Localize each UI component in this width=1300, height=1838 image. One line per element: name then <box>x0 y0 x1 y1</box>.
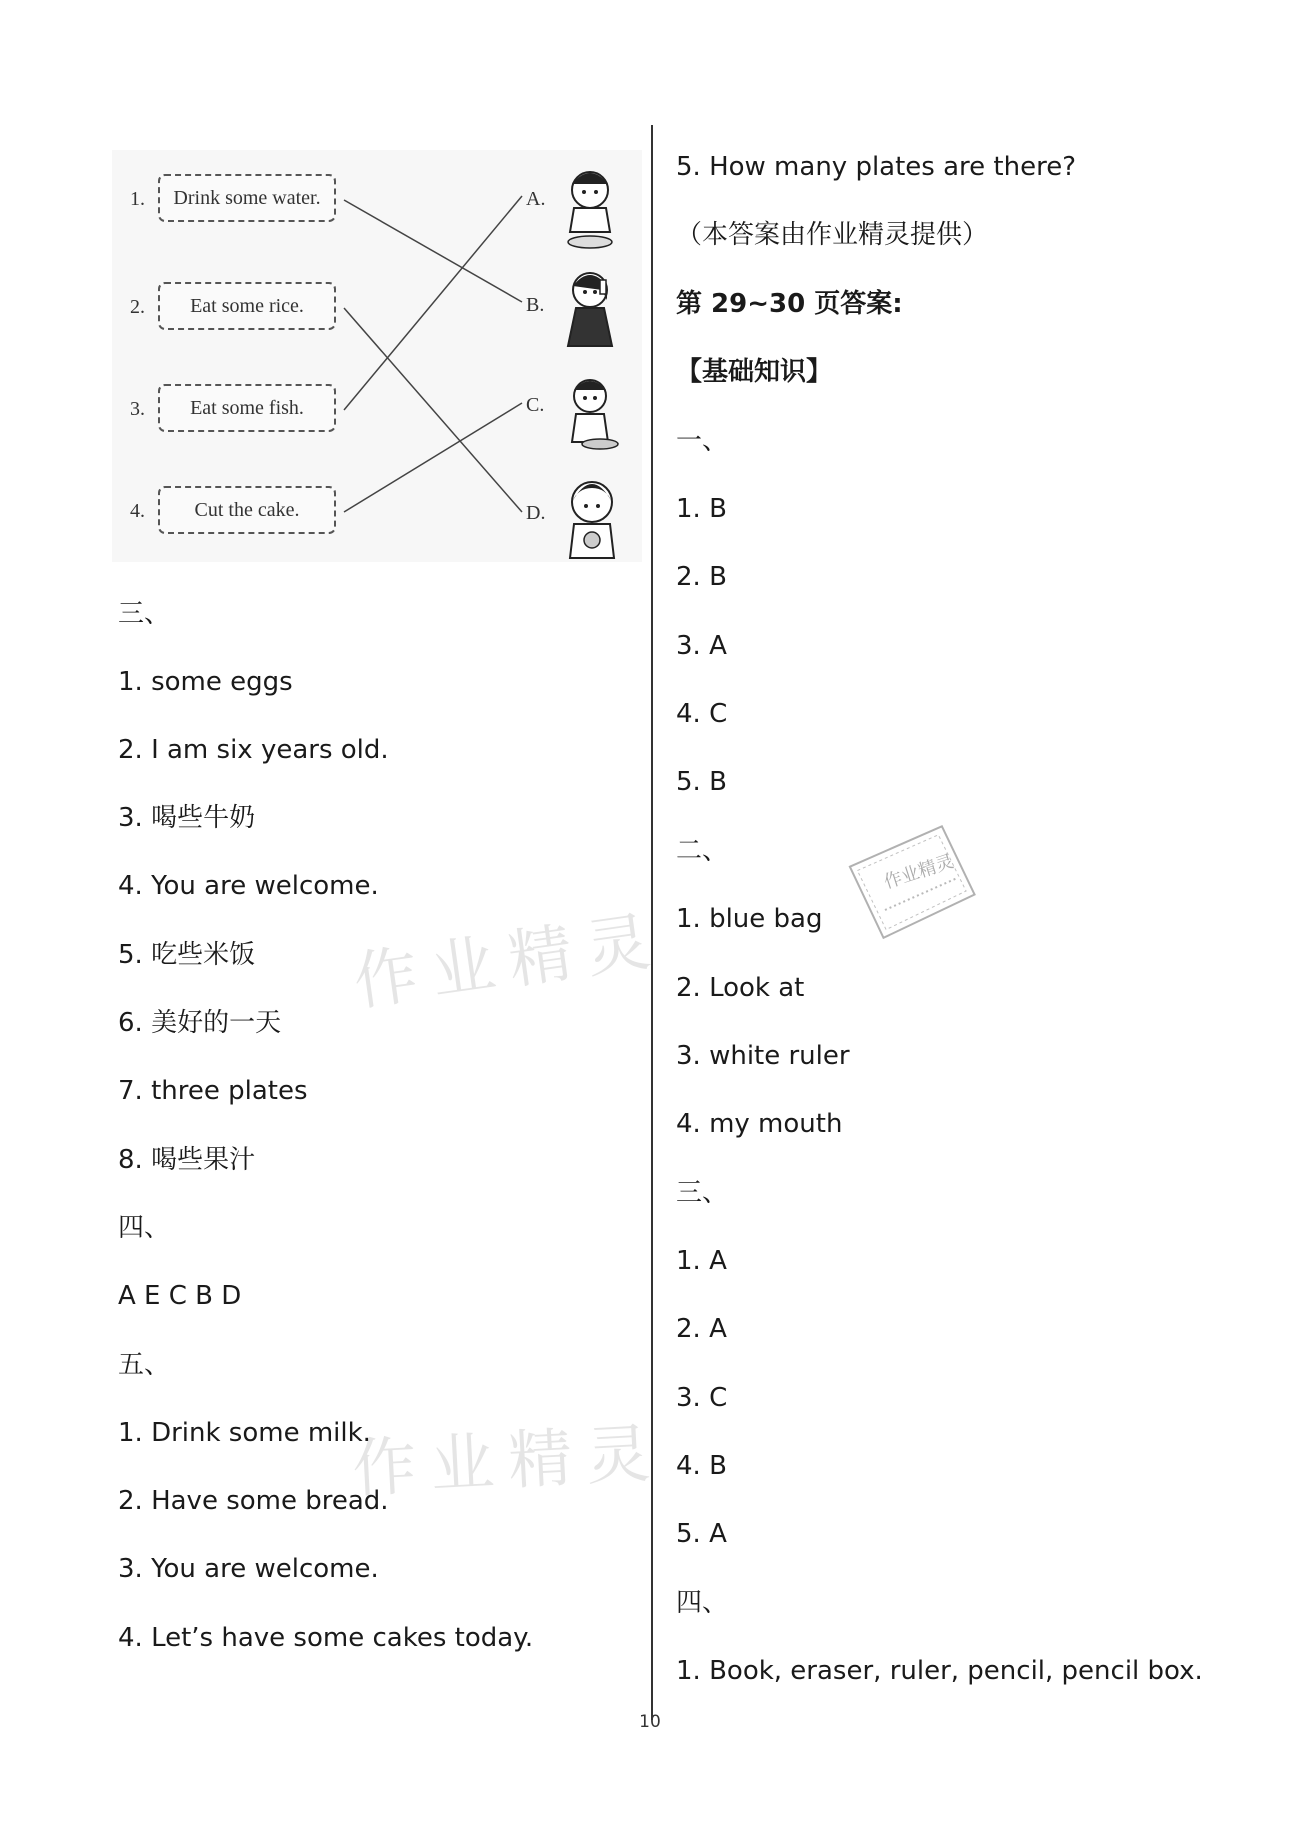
answer-line: 5. B <box>676 767 727 797</box>
watermark: 作业精灵 <box>350 1416 667 1508</box>
answer-line: 1. some eggs <box>118 667 293 697</box>
phrase-box-4 <box>158 486 336 534</box>
answer-line: 四、 <box>676 1588 729 1618</box>
answer-line: 四、 <box>118 1213 171 1243</box>
answer-line: 4. my mouth <box>676 1109 843 1139</box>
matching-figure <box>112 150 642 562</box>
option-letter-a: A. <box>526 188 546 210</box>
match-line-1-b <box>344 200 522 302</box>
answer-line: 5. A <box>676 1519 727 1549</box>
answer-line: 3. A <box>676 631 727 661</box>
phrase-text-4: Cut the cake. <box>194 498 300 521</box>
answer-line: 2. Look at <box>676 973 805 1003</box>
kid-d-illustration <box>570 482 614 558</box>
option-letter-c: C. <box>526 394 545 416</box>
section-heading: 【基础知识】 <box>676 357 833 387</box>
page-number: 10 <box>639 1712 661 1732</box>
answer-line: 三、 <box>676 1178 729 1208</box>
phrase-text-2: Eat some rice. <box>190 294 304 317</box>
answer-line: 4. C <box>676 699 728 729</box>
answer-line: 5. 吃些米饭 <box>118 940 256 970</box>
kid-b-illustration <box>568 273 612 346</box>
answer-line: 3. 喝些牛奶 <box>118 803 256 833</box>
answer-line: 8. 喝些果汁 <box>118 1145 256 1175</box>
answer-line: 5. How many plates are there? <box>676 152 1077 182</box>
stamp-text: 作业精灵 <box>881 851 957 894</box>
phrase-number-4: 4. <box>130 500 145 522</box>
stamp-icon <box>838 818 988 948</box>
answer-line: 4. B <box>676 1451 727 1481</box>
answer-line: 7. three plates <box>118 1076 308 1106</box>
answer-line: 3. C <box>676 1383 728 1413</box>
option-letter-b: B. <box>526 294 545 316</box>
answer-line: 1. B <box>676 494 727 524</box>
kid-a-illustration <box>568 172 612 248</box>
answer-line: 6. 美好的一天 <box>118 1008 282 1038</box>
answer-line: 3. white ruler <box>676 1041 850 1071</box>
answer-line: 一、 <box>676 426 729 456</box>
option-letter-d: D. <box>526 502 546 524</box>
phrase-box-2 <box>158 282 336 330</box>
match-line-3-a <box>344 196 522 410</box>
answer-line: 3. You are welcome. <box>118 1554 379 1584</box>
watermark: 作业精灵 <box>349 903 669 1021</box>
answer-line: 1. Drink some milk. <box>118 1418 371 1448</box>
answer-line: 五、 <box>118 1350 171 1380</box>
phrase-number-3: 3. <box>130 398 145 420</box>
answer-line: 4. You are welcome. <box>118 871 379 901</box>
phrase-box-3 <box>158 384 336 432</box>
match-line-2-d <box>344 308 522 512</box>
phrase-number-2: 2. <box>130 296 145 318</box>
phrase-number-1: 1. <box>130 188 145 210</box>
kid-c-illustration <box>572 380 618 449</box>
answer-line: 2. I am six years old. <box>118 735 389 765</box>
answer-line: 1. A <box>676 1246 727 1276</box>
answer-line: A E C B D <box>118 1281 242 1311</box>
phrase-box-1 <box>158 174 336 222</box>
answer-line: 三、 <box>118 599 171 629</box>
answer-line: 1. blue bag <box>676 904 823 934</box>
answer-line: 2. A <box>676 1314 727 1344</box>
answer-line: 1. Book, eraser, ruler, pencil, pencil box. <box>676 1656 1203 1686</box>
answer-line: （本答案由作业精灵提供） <box>676 220 989 250</box>
answer-line: 2. Have some bread. <box>118 1486 389 1516</box>
match-line-4-c <box>344 403 522 512</box>
phrase-text-3: Eat some fish. <box>190 396 304 419</box>
phrase-text-1: Drink some water. <box>173 186 321 209</box>
answer-line: 2. B <box>676 562 727 592</box>
column-divider <box>651 125 653 1720</box>
section-heading: 第 29~30 页答案: <box>676 289 903 319</box>
answer-line: 4. Let’s have some cakes today. <box>118 1623 534 1653</box>
answer-line: 二、 <box>676 836 729 866</box>
